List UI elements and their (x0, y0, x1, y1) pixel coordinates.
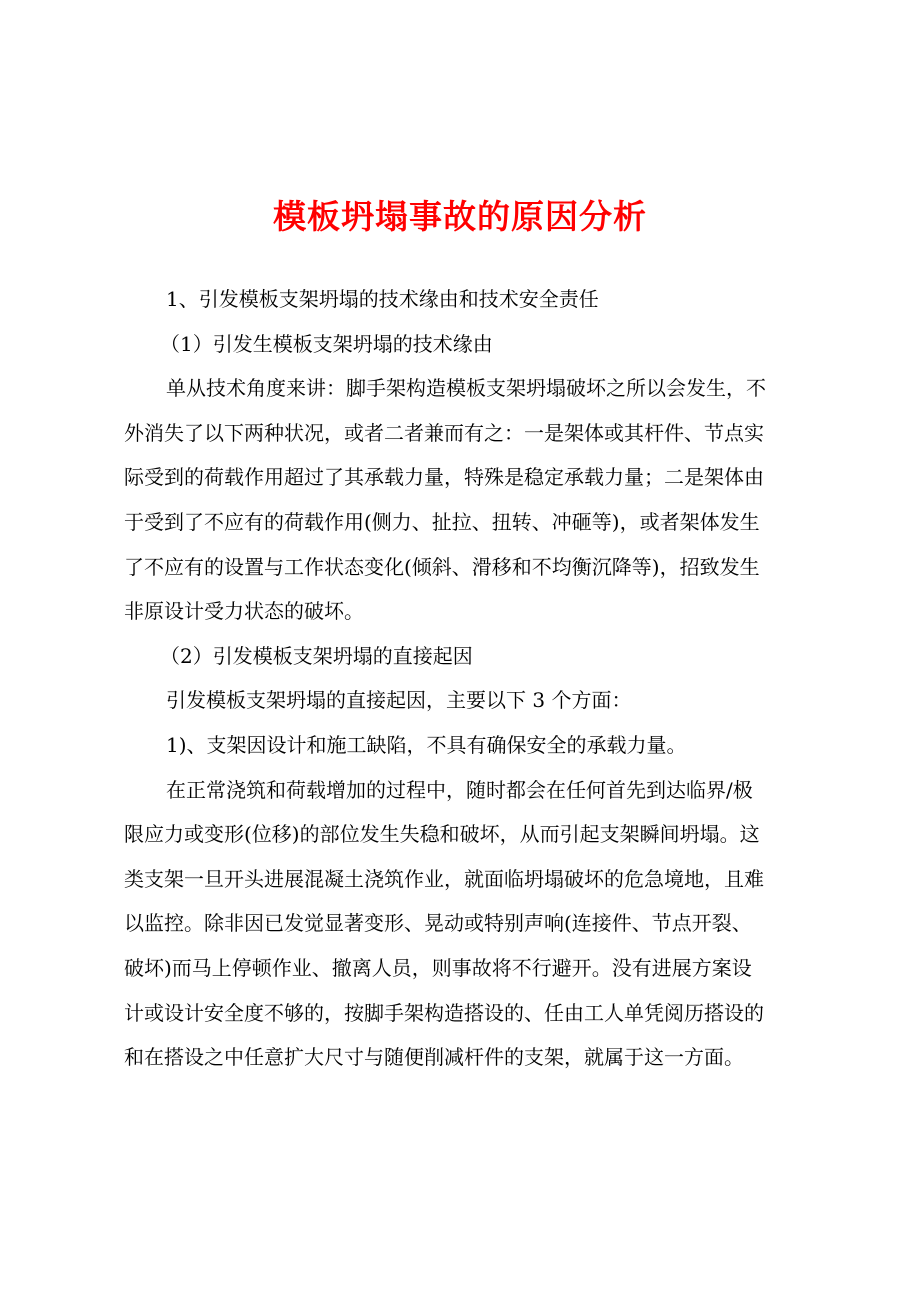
paragraph-line: 单从技术角度来讲：脚手架构造模板支架坍塌破坏之所以会发生，不 (166, 376, 766, 401)
paragraph-line: 计或设计安全度不够的，按脚手架构造搭设的、任由工人单凭阅历搭设的 (124, 1000, 764, 1025)
paragraph-line: 在正常浇筑和荷载增加的过程中，随时都会在任何首先到达临界/极 (166, 777, 753, 802)
paragraph-line: 以监控。除非因已发觉显著变形、晃动或特别声响(连接件、节点开裂、 (124, 911, 752, 936)
paragraph-line: 外消失了以下两种状况，或者二者兼而有之：一是架体或其杆件、节点实 (124, 420, 764, 445)
paragraph-line: 于受到了不应有的荷载作用(侧力、扯拉、扭转、冲砸等)，或者架体发生 (124, 509, 760, 534)
subsection-heading: （2）引发模板支架坍塌的直接起因 (160, 643, 473, 668)
paragraph-line: 非原设计受力状态的破坏。 (124, 599, 364, 624)
paragraph-line: 引发模板支架坍塌的直接起因，主要以下 3 个方面： (166, 688, 632, 713)
paragraph-line: 破坏)而马上停顿作业、撤离人员，则事故将不行避开。没有进展方案设 (124, 955, 752, 980)
paragraph-line: 了不应有的设置与工作状态变化(倾斜、滑移和不均衡沉降等)，招致发生 (124, 554, 760, 579)
paragraph-line: 类支架一旦开头进展混凝土浇筑作业，就面临坍塌破坏的危急境地，且难 (124, 866, 764, 891)
paragraph-line: 限应力或变形(位移)的部位发生失稳和破坏，从而引起支架瞬间坍塌。这 (124, 822, 760, 847)
paragraph-line: 际受到的荷载作用超过了其承载力量，特殊是稳定承载力量；二是架体由 (124, 465, 764, 490)
paragraph-line: 和在搭设之中任意扩大尺寸与随便削减杆件的支架，就属于这一方面。 (124, 1045, 744, 1070)
list-item-heading: 1)、支架因设计和施工缺陷，不具有确保安全的承载力量。 (166, 732, 687, 757)
section-heading: 1、引发模板支架坍塌的技术缘由和技术安全责任 (166, 287, 599, 311)
document-body (124, 277, 810, 1080)
subsection-heading: （1）引发生模板支架坍塌的技术缘由 (160, 331, 493, 356)
document-title: 模板坍塌事故的原因分析 (273, 197, 647, 236)
